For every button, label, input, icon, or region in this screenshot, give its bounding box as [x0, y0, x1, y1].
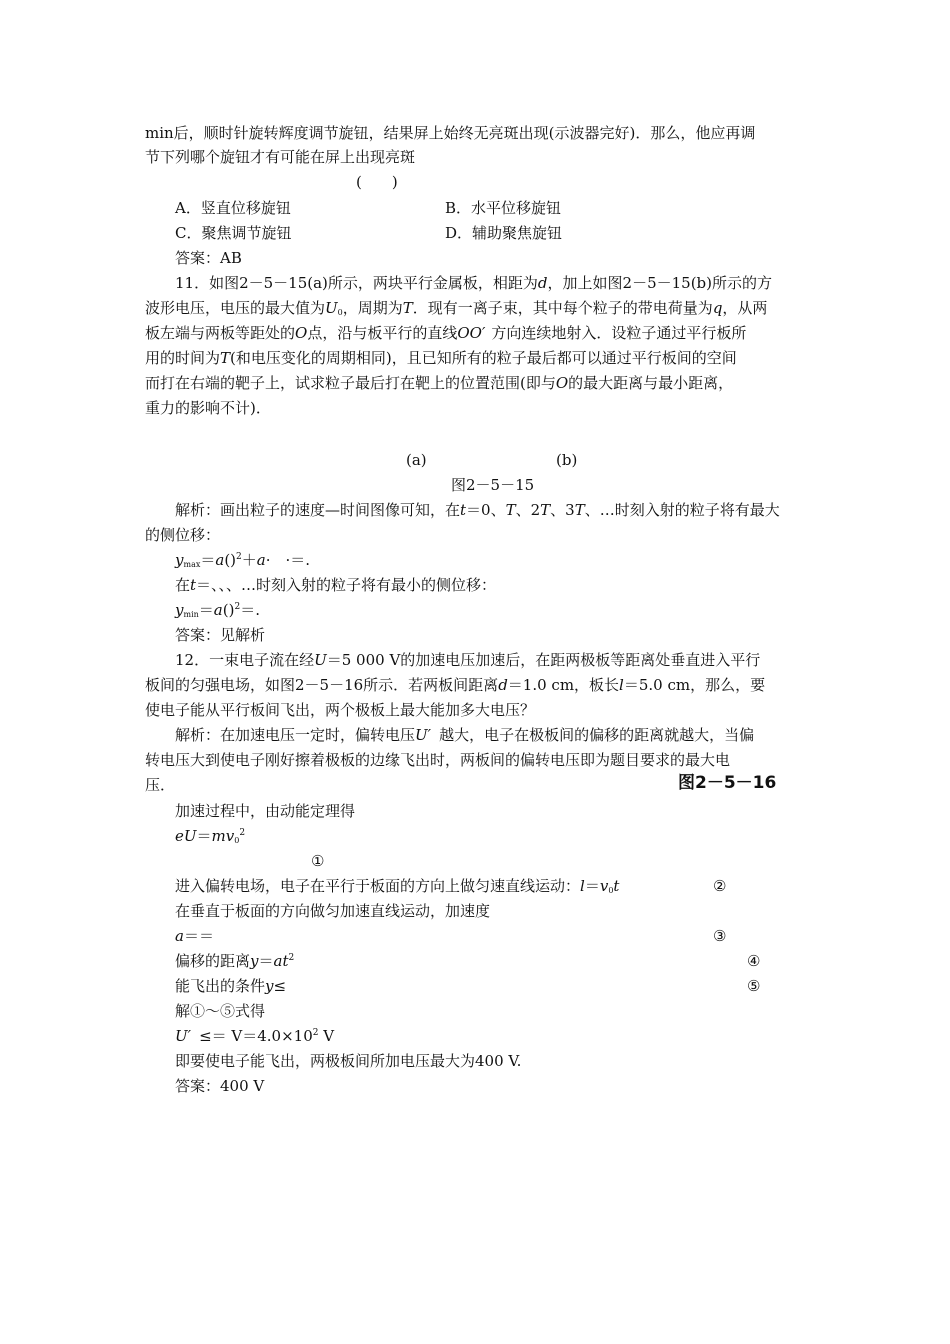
- q11-line-4: 用的时间为T(和电压变化的周期相同)，且已知所有的粒子最后都可以通过平行板间的空间: [145, 349, 737, 367]
- equation-3: a＝＝: [175, 927, 214, 945]
- q12-answer: 答案：400 V: [175, 1077, 265, 1095]
- q12-line-2: 板间的匀强电场，如图2－5－16所示．若两板间距离d＝1.0 cm，板长l＝5.0 cm，那么，要: [145, 676, 766, 694]
- q12-solution-line-7: 在垂直于板面的方向做匀加速直线运动，加速度: [175, 902, 491, 920]
- q11-answer: 答案：见解析: [175, 626, 266, 644]
- equation-result: $U' \le= V=4.0\times 10^2$ V: [175, 1027, 335, 1045]
- equation-marker-4: ④: [747, 952, 761, 970]
- q12-line-1: 12．一束电子流在经U＝5 000 V的加速电压加速后，在距两极板等距离处垂直进入平行: [175, 651, 761, 669]
- equation-4: 偏移的距离$y=at^2$: [175, 952, 295, 970]
- equation-marker-1: ①: [311, 852, 325, 870]
- q10-option-a: A．竖直位移旋钮: [175, 199, 291, 217]
- equation-5: 能飞出的条件y≤: [175, 977, 287, 995]
- q12-solution-line-13: 即要使电子能飞出，两极板间所加电压最大为400 V.: [175, 1052, 522, 1070]
- figure-label-a: (a): [406, 451, 427, 469]
- equation-2: 进入偏转电场，电子在平行于板面的方向上做匀速直线运动：$l=v_0t$: [175, 877, 620, 895]
- q11-solution-line-2: 的侧位移：: [145, 526, 221, 544]
- q12-solution-line-3: 压．: [145, 776, 176, 794]
- q10-option-d: D．辅助聚焦旋钮: [445, 224, 563, 242]
- equation-marker-2: ②: [713, 877, 727, 895]
- q12-solution-line-2: 转电压大到使电子刚好擦着极板的边缘飞出时，两板间的偏转电压即为题目要求的最大电: [145, 751, 731, 769]
- equation-marker-3: ③: [713, 927, 727, 945]
- q10-option-b: B．水平位移旋钮: [445, 199, 562, 217]
- q10-answer: 答案：AB: [175, 249, 242, 267]
- equation-ymin: $y_{min}=a()^2=$.: [175, 601, 260, 619]
- q11-line-5: 而打在右端的靶子上，试求粒子最后打在靶上的位置范围(即与O的最大距离与最小距离，: [145, 374, 734, 392]
- q10-line-1: min后，顺时针旋转辉度调节旋钮，结果屏上始终无亮斑出现(示波器完好)．那么，他应再调: [145, 124, 756, 142]
- figure-label-b: (b): [556, 451, 578, 469]
- equation-ymax: $y_{max}=a()^2+a\cdot$ ·＝.: [175, 551, 311, 569]
- q12-solution-line-11: 解①～⑤式得: [175, 1002, 266, 1020]
- q11-line-2: 波形电压，电压的最大值为$U_0$，周期为T．现有一离子束，其中每个粒子的带电荷量为q，从两: [145, 299, 768, 317]
- q11-solution-line-1: 解析：画出粒子的速度—时间图像可知，在t＝0、T、2T、3T、…时刻入射的粒子将有最大: [175, 501, 780, 519]
- q11-line-3: 板左端与两板等距处的O点，沿与板平行的直线OO′ 方向连续地射入．设粒子通过平行板所: [145, 324, 747, 342]
- q10-line-2: 节下列哪个旋钮才有可能在屏上出现亮斑: [145, 148, 416, 166]
- q12-solution-line-1: 解析：在加速电压一定时，偏转电压U′ 越大，电子在极板间的偏移的距离就越大，当偏: [175, 726, 755, 744]
- equation-marker-5: ⑤: [747, 977, 761, 995]
- q11-line-1: 11．如图2－5－15(a)所示，两块平行金属板，相距为d，加上如图2－5－15(b)所示的方: [175, 274, 773, 292]
- figure-caption-2-5-16: 图2－5－16: [678, 773, 777, 793]
- q11-solution-line-4: 在t＝、、、…时刻入射的粒子将有最小的侧位移：: [175, 576, 497, 594]
- q12-line-3: 使电子能从平行板间飞出，两个极板上最大能加多大电压？: [145, 701, 536, 719]
- q10-option-c: C．聚焦调节旋钮: [175, 224, 292, 242]
- q10-answer-paren: ( ): [356, 173, 398, 191]
- q12-solution-line-4: 加速过程中，由动能定理得: [175, 802, 356, 820]
- equation-1: $eU=mv_0^2$: [175, 827, 246, 845]
- q11-line-6: 重力的影响不计)．: [145, 399, 271, 417]
- figure-caption-2-5-15: 图2－5－15: [451, 476, 535, 494]
